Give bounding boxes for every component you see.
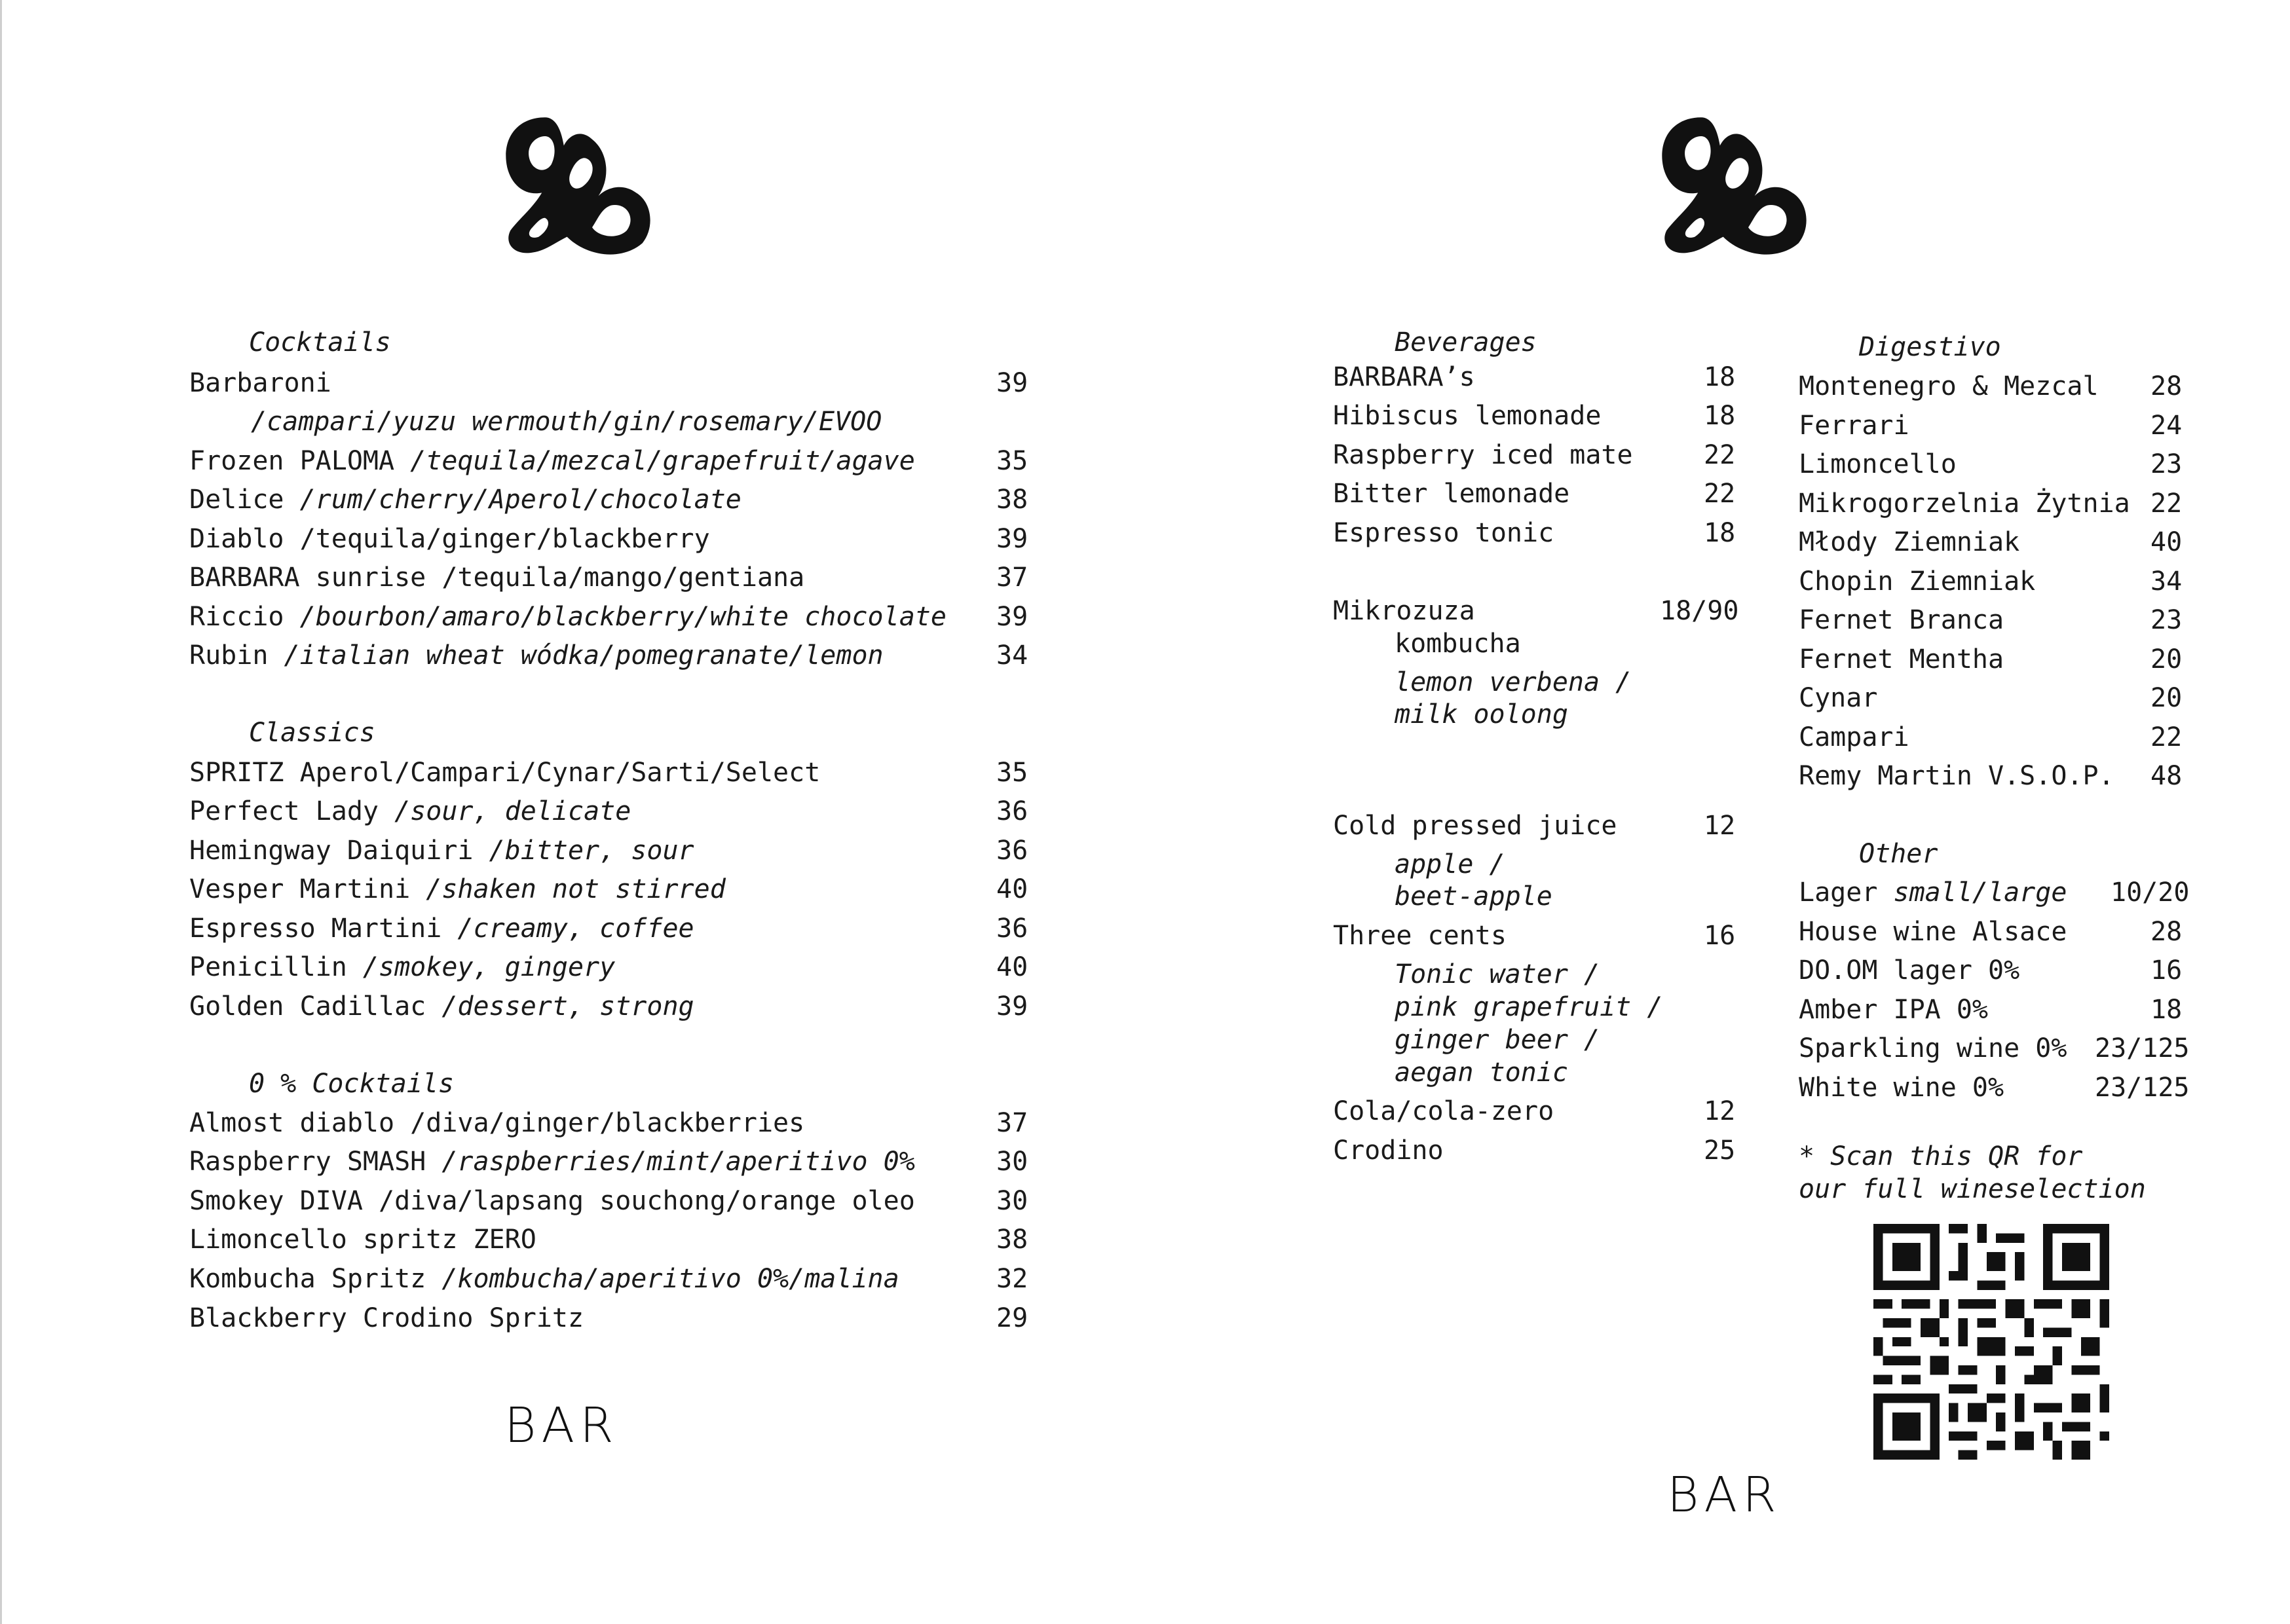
menu-item-name: House wine Alsace (1799, 917, 2067, 947)
menu-item-name: Raspberry SMASH (189, 1147, 442, 1177)
menu-item-price: 20 (2150, 683, 2183, 713)
menu-item-price: 38 (996, 485, 1028, 515)
zero-cocktails-heading: 0 % Cocktails (249, 1069, 455, 1099)
menu-item-row (189, 760, 820, 786)
menu-item-name: Mikrozuza (1333, 596, 1475, 626)
menu-item-desc: milk oolong (1395, 699, 1568, 729)
menu-item-name: Blackberry Crodino Spritz (189, 1303, 584, 1333)
menu-item-name: Frozen PALOMA (189, 446, 411, 476)
qr-note: our full wineselection (1799, 1174, 2146, 1204)
menu-item-price: 22 (1704, 440, 1736, 470)
menu-item-desc: lemon verbena / (1395, 667, 1632, 697)
menu-item-name: Barbaroni (189, 368, 331, 398)
menu-item-name: Bitter lemonade (1333, 479, 1570, 509)
menu-item-name: Almost diablo /diva/ginger/blackberries (189, 1108, 805, 1138)
menu-item-price: 23 (2150, 605, 2183, 635)
menu-item-price: 23/125 (2095, 1073, 2190, 1103)
menu-item-name: Smokey DIVA /diva/lapsang souchong/orange oleo (189, 1186, 915, 1216)
menu-item-row (189, 1227, 536, 1253)
menu-item-price: 30 (996, 1147, 1028, 1177)
menu-item-price: 22 (2150, 489, 2183, 519)
menu-item-name: Hemingway Daiquiri (189, 836, 489, 866)
menu-item-price: 12 (1704, 1096, 1736, 1126)
menu-item-row (189, 1110, 804, 1136)
cocktails-heading: Cocktails (249, 327, 391, 358)
menu-item-row (189, 604, 947, 630)
menu-item-price: 37 (996, 1108, 1028, 1138)
menu-item-price: 35 (996, 758, 1028, 788)
menu-item-row (189, 642, 884, 669)
menu-item-price: 23/125 (2095, 1033, 2190, 1063)
menu-item-price: 12 (1704, 811, 1736, 841)
menu-item-price: 36 (996, 836, 1028, 866)
menu-item-name: Mikrogorzelnia Żytnia (1799, 489, 2130, 519)
menu-item-desc: /creamy, coffee (457, 913, 694, 944)
menu-item-name: BARBARA sunrise /tequila/mango/gentiana (189, 563, 805, 593)
menu-item-name: Raspberry iced mate (1333, 440, 1633, 470)
menu-item-price: 18 (1704, 401, 1736, 431)
other-heading: Other (1859, 839, 1938, 869)
bar-wordmark-left: BAR (504, 1397, 619, 1454)
menu-item-price: 24 (2150, 411, 2183, 441)
bar-wordmark-right: BAR (1667, 1467, 1782, 1523)
menu-item-name: Vesper Martini (189, 874, 426, 904)
menu-item-name: Młody Ziemniak (1799, 527, 2020, 557)
menu-item-desc: /dessert, strong (441, 991, 694, 1022)
barbara-logo-icon-left (498, 101, 655, 265)
menu-item-price: 48 (2150, 761, 2183, 791)
menu-item-price: 35 (996, 446, 1028, 476)
menu-item-name: Campari (1799, 722, 1909, 752)
menu-item-name: Penicillin (189, 952, 363, 982)
menu-item-price: 16 (2150, 955, 2183, 986)
menu-item-price: 10/20 (2111, 877, 2190, 908)
qr-note: * Scan this QR for (1799, 1141, 2083, 1172)
menu-item-name: Three cents (1333, 921, 1507, 951)
menu-item-name: Espresso Martini (189, 913, 458, 944)
menu-item-row (189, 1305, 584, 1331)
menu-item-price: 28 (2150, 371, 2183, 401)
menu-item-price: 34 (2150, 566, 2183, 597)
menu-item-price: 22 (1704, 479, 1736, 509)
menu-item-price: 39 (996, 991, 1028, 1022)
menu-item-row (189, 448, 915, 474)
qr-code-icon[interactable] (1873, 1224, 2109, 1460)
menu-item-name: Amber IPA 0% (1799, 995, 1988, 1025)
menu-item-name: Limoncello (1799, 449, 1957, 479)
menu-item-row (189, 1266, 899, 1292)
menu-item-desc: aegan tonic (1395, 1058, 1568, 1088)
menu-item-row (189, 954, 615, 980)
menu-item-price: 34 (996, 640, 1028, 671)
menu-item-row (189, 798, 631, 824)
menu-item-name: Fernet Mentha (1799, 644, 2004, 674)
menu-item-price: 18/90 (1660, 596, 1739, 626)
menu-item-price: 39 (996, 368, 1028, 398)
menu-item-name: Diablo /tequila/ginger/blackberry (189, 524, 710, 554)
menu-item-desc: /bourbon/amaro/blackberry/white chocolate (299, 602, 947, 632)
menu-item-name: White wine 0% (1799, 1073, 2004, 1103)
menu-item-row (189, 915, 694, 942)
menu-item-name: Crodino (1333, 1135, 1444, 1166)
menu-item-price: 30 (996, 1186, 1028, 1216)
menu-item-row (189, 564, 804, 591)
menu-item-name: DO.OM lager 0% (1799, 955, 2020, 986)
digestivo-heading: Digestivo (1859, 332, 2001, 362)
menu-item-price: 29 (996, 1303, 1028, 1333)
menu-item-desc: /sour, delicate (394, 796, 631, 826)
classics-heading: Classics (249, 718, 375, 748)
menu-item-name: Espresso tonic (1333, 518, 1554, 548)
menu-item-row (189, 993, 694, 1020)
menu-item-name: Cola/cola-zero (1333, 1096, 1554, 1126)
menu-item-name: Sparkling wine 0% (1799, 1033, 2067, 1063)
menu-item-price: 38 (996, 1225, 1028, 1255)
menu-item-desc: /italian wheat wódka/pomegranate/lemon (284, 640, 884, 671)
menu-item-desc: /tequila/mezcal/grapefruit/agave (410, 446, 915, 476)
menu-item-desc: /bitter, sour (489, 836, 694, 866)
menu-item-name: Golden Cadillac (189, 991, 442, 1022)
menu-item-name: Cynar (1799, 683, 1878, 713)
menu-item-row (189, 1188, 915, 1214)
menu-item-desc: small/large (1893, 877, 2067, 908)
menu-item-desc: /raspberries/mint/aperitivo 0% (441, 1147, 915, 1177)
menu-item-name: Kombucha Spritz (189, 1264, 442, 1294)
menu-item-price: 20 (2150, 644, 2183, 674)
menu-item-price: 18 (1704, 362, 1736, 392)
menu-item-name: Delice (189, 485, 300, 515)
menu-item-price: 18 (2150, 995, 2183, 1025)
menu-item-price: 37 (996, 563, 1028, 593)
menu-item-price: 23 (2150, 449, 2183, 479)
barbara-logo-icon-right (1654, 101, 1811, 265)
menu-item-price: 32 (996, 1264, 1028, 1294)
menu-item-price: 40 (2150, 527, 2183, 557)
menu-item-price: 39 (996, 524, 1028, 554)
menu-item-name: Perfect Lady (189, 796, 395, 826)
menu-item-price: 16 (1704, 921, 1736, 951)
menu-item-name: Limoncello spritz ZERO (189, 1225, 536, 1255)
menu-item-desc: /kombucha/aperitivo 0%/malina (441, 1264, 899, 1294)
menu-item-name: Lager (1799, 877, 1894, 908)
menu-item-name: Ferrari (1799, 411, 1909, 441)
menu-item-desc: Tonic water / (1395, 959, 1600, 989)
menu-item-price: 36 (996, 913, 1028, 944)
menu-item-name: BARBARA’s (1333, 362, 1475, 392)
menu-item-subname: kombucha (1395, 629, 1521, 659)
menu-item-price: 28 (2150, 917, 2183, 947)
menu-item-price: 18 (1704, 518, 1736, 548)
menu-item-name: Riccio (189, 602, 300, 632)
menu-item-row (1799, 879, 2067, 906)
menu-item-name: Hibiscus lemonade (1333, 401, 1602, 431)
menu-item-desc: /smokey, gingery (362, 952, 616, 982)
page-edge-line (0, 0, 2, 1624)
menu-item-desc: /campari/yuzu wermouth/gin/rosemary/EVOO (251, 407, 882, 437)
menu-item-desc: ginger beer / (1395, 1025, 1600, 1055)
menu-item-price: 39 (996, 602, 1028, 632)
menu-item-price: 40 (996, 952, 1028, 982)
menu-item-name: Montenegro & Mezcal (1799, 371, 2099, 401)
menu-item-row (189, 838, 694, 864)
menu-item-name: Rubin (189, 640, 284, 671)
menu-item-name: Remy Martin V.S.O.P. (1799, 761, 2114, 791)
menu-item-desc: beet-apple (1395, 881, 1552, 912)
menu-item-row (189, 526, 710, 552)
menu-item-name: SPRITZ Aperol/Campari/Cynar/Sarti/Select (189, 758, 821, 788)
menu-item-price: 40 (996, 874, 1028, 904)
menu-item-desc: apple / (1395, 849, 1505, 879)
menu-item-desc: pink grapefruit / (1395, 992, 1663, 1022)
beverages-heading: Beverages (1395, 327, 1537, 358)
menu-item-price: 25 (1704, 1135, 1736, 1166)
menu-item-desc: /rum/cherry/Aperol/chocolate (299, 485, 741, 515)
menu-item-row (189, 1149, 915, 1175)
menu-item-name: Fernet Branca (1799, 605, 2004, 635)
menu-item-desc: /shaken not stirred (426, 874, 726, 904)
menu-item-price: 36 (996, 796, 1028, 826)
menu-item-row (189, 487, 741, 513)
menu-item-name: Chopin Ziemniak (1799, 566, 2036, 597)
menu-item-name: Cold pressed juice (1333, 811, 1617, 841)
menu-item-price: 22 (2150, 722, 2183, 752)
menu-item-row (189, 876, 726, 902)
